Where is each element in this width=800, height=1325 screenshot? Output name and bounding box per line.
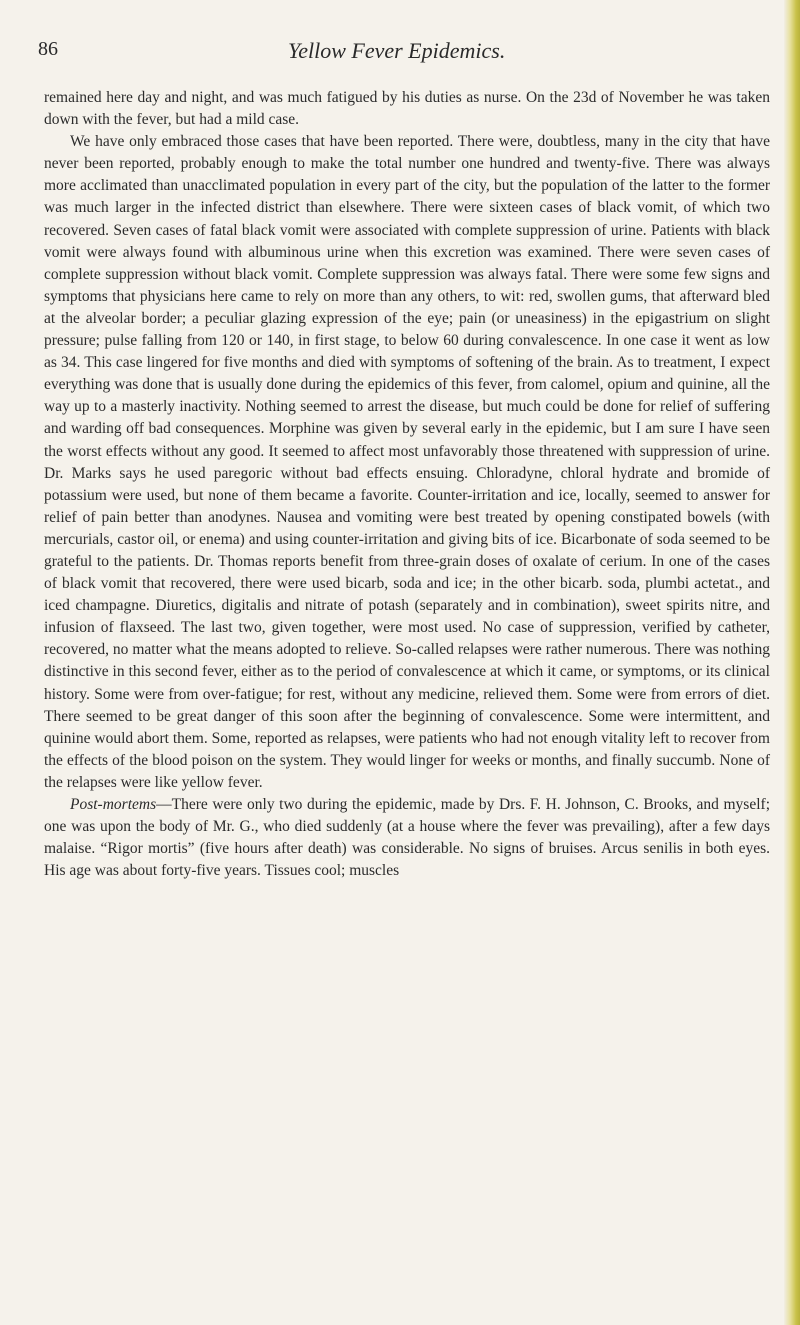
page-number: 86	[38, 38, 58, 60]
body-text	[44, 87, 770, 882]
paragraph-cases-and-treatment: We have only embraced those cases that have been reported. There were, doubtless, many in the city that have never been reported, probably enough to make the total number one hundred and twenty-five. There was always more acclimated than unacclimated population in every part of the city, but the population of the latter to the former was much larger in the infected district than elsewhere. There were sixteen cases of black vomit, of which two recovered. Seven cases of fatal black vomit were associated with complete suppression of urine. Patients with black vomit were always found with albuminous urine when this excretion was examined. There were seven cases of complete suppression without black vomit. Complete suppression was always fatal. There were some few signs and symptoms that physicians here came to rely on more than any others, to wit: red, swollen gums, that afterward bled at the alveolar border; a peculiar glazing expression of the eye; pain (or uneasiness) in the epigastrium on slight pressure; pulse falling from 120 or 140, in first stage, to below 60 during convalescence. In one case it went as low as 34. This case lingered for five months and died with symptoms of softening of the brain. As to treatment, I expect everything was done that is usually done during the epidemics of this fever, from calomel, opium and quinine, all the way up to a masterly inactivity. Nothing seemed to arrest the disease, but much could be done for relief of suffering and warding off bad consequences. Morphine was given by several early in the epidemic, but I am sure I have seen the worst effects without any good. It seemed to affect most unfavorably those threatened with suppression of urine. Dr. Marks says he used paregoric without bad effects ensuing. Chloradyne, chloral hydrate and bromide of potassium were used, but none of them became a favorite. Counter-irritation and ice, locally, seemed to answer for relief of pain better than anodynes. Nausea and vomiting were best treated by opening constipated bowels (with mercurials, castor oil, or enema) and using counter-irritation and giving bits of ice. Bicarbonate of soda seemed to be grateful to the patients. Dr. Thomas reports benefit from three-grain doses of oxalate of cerium. In one of the cases of black vomit that recovered, there were used bicarb, soda and ice; in the other bicarb. soda, plumbi actetat., and iced champagne. Diuretics, digitalis and nitrate of potash (separately and in combination), sweet spirits nitre, and infusion of flaxseed. The last two, given together, were most used. No case of suppression, verified by catheter, recovered, no matter what the means adopted to relieve. So-called relapses were rather numerous. There was nothing distinctive in this second fever, either as to the period of convalescence at which it came, or symptoms, or its clinical history. Some were from over-fatigue; for rest, without any medicine, relieved them. Some were from errors of diet. There seemed to be great danger of this soon after the beginning of convalescence. Some were intermittent, and quinine would abort them. Some, reported as relapses, were patients who had not enough vitality left to recover from the effects of the blood poison on the system. They would linger for weeks or months, and finally succumb. None of the relapses were like yellow fever.	[44, 133, 770, 791]
post-mortems-text: —There were only two during the epidemic, made by Drs. F. H. Johnson, C. Brooks, and myself; one was upon the body of Mr. G., who died suddenly (at a house where the fever was prevailing), after a few days malaise. “Rigor mortis” (five hours after death) was considerable. No signs of bruises. Arcus senilis in both eyes. His age was about forty-five years. Tissues cool; muscles	[44, 796, 770, 880]
paragraph-continuation: remained here day and night, and was much fatigued by his duties as nurse. On the 23d of November he was taken down with the fever, but had a mild case.	[44, 89, 770, 129]
page-header	[38, 38, 778, 68]
running-title: Yellow Fever Epidemics.	[288, 38, 506, 63]
paragraph-post-mortems	[44, 794, 770, 882]
section-lead-post-mortems: Post-mortems	[70, 796, 157, 813]
page-edge-tint	[784, 0, 800, 1325]
